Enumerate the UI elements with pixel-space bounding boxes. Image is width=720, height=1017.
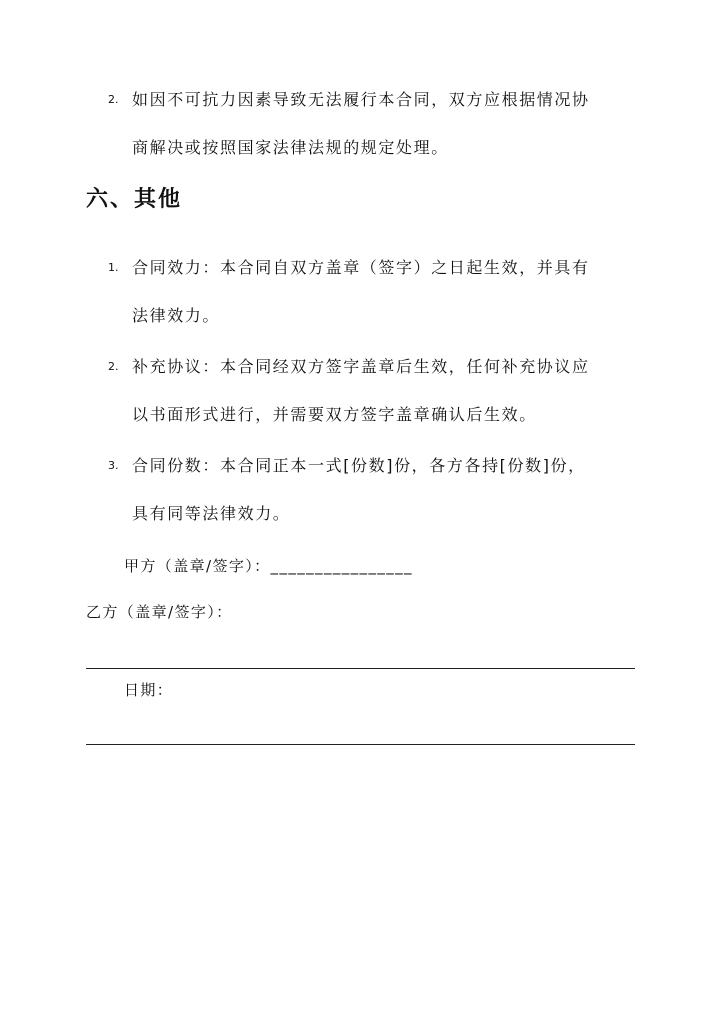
clause-text-line1: 合同份数：本合同正本一式[份数]份，各方各持[份数]份， <box>132 456 586 475</box>
date-label: 日期： <box>124 681 174 699</box>
clause-number: 2. <box>108 360 119 373</box>
section-heading: 六、其他 <box>86 187 183 212</box>
clause-item <box>108 76 628 172</box>
clause-text-line2: 法律效力。 <box>132 306 221 325</box>
clause-text-line1: 合同效力：本合同自双方盖章（签字）之日起生效，并具有 <box>132 258 590 277</box>
date-rule <box>86 744 635 745</box>
clause-number: 3. <box>108 459 119 472</box>
party-a-signature: 甲方（盖章/签字）：________________ <box>124 557 413 575</box>
clause-item <box>108 244 628 340</box>
clause-text-line2: 具有同等法律效力。 <box>132 504 291 523</box>
party-b-signature: 乙方（盖章/签字）： <box>86 603 233 621</box>
clause-text-line2: 商解决或按照国家法律法规的规定处理。 <box>132 138 449 157</box>
clause-text-line1: 补充协议：本合同经双方签字盖章后生效，任何补充协议应 <box>132 357 590 376</box>
clause-text-line1: 如因不可抗力因素导致无法履行本合同，双方应根据情况协 <box>132 90 590 109</box>
clause-item <box>108 442 628 538</box>
signature-rule <box>86 668 635 669</box>
clause-number: 1. <box>108 261 119 274</box>
clause-item <box>108 343 628 439</box>
clause-number: 2. <box>108 93 119 106</box>
clause-text-line2: 以书面形式进行，并需要双方签字盖章确认后生效。 <box>132 405 537 424</box>
